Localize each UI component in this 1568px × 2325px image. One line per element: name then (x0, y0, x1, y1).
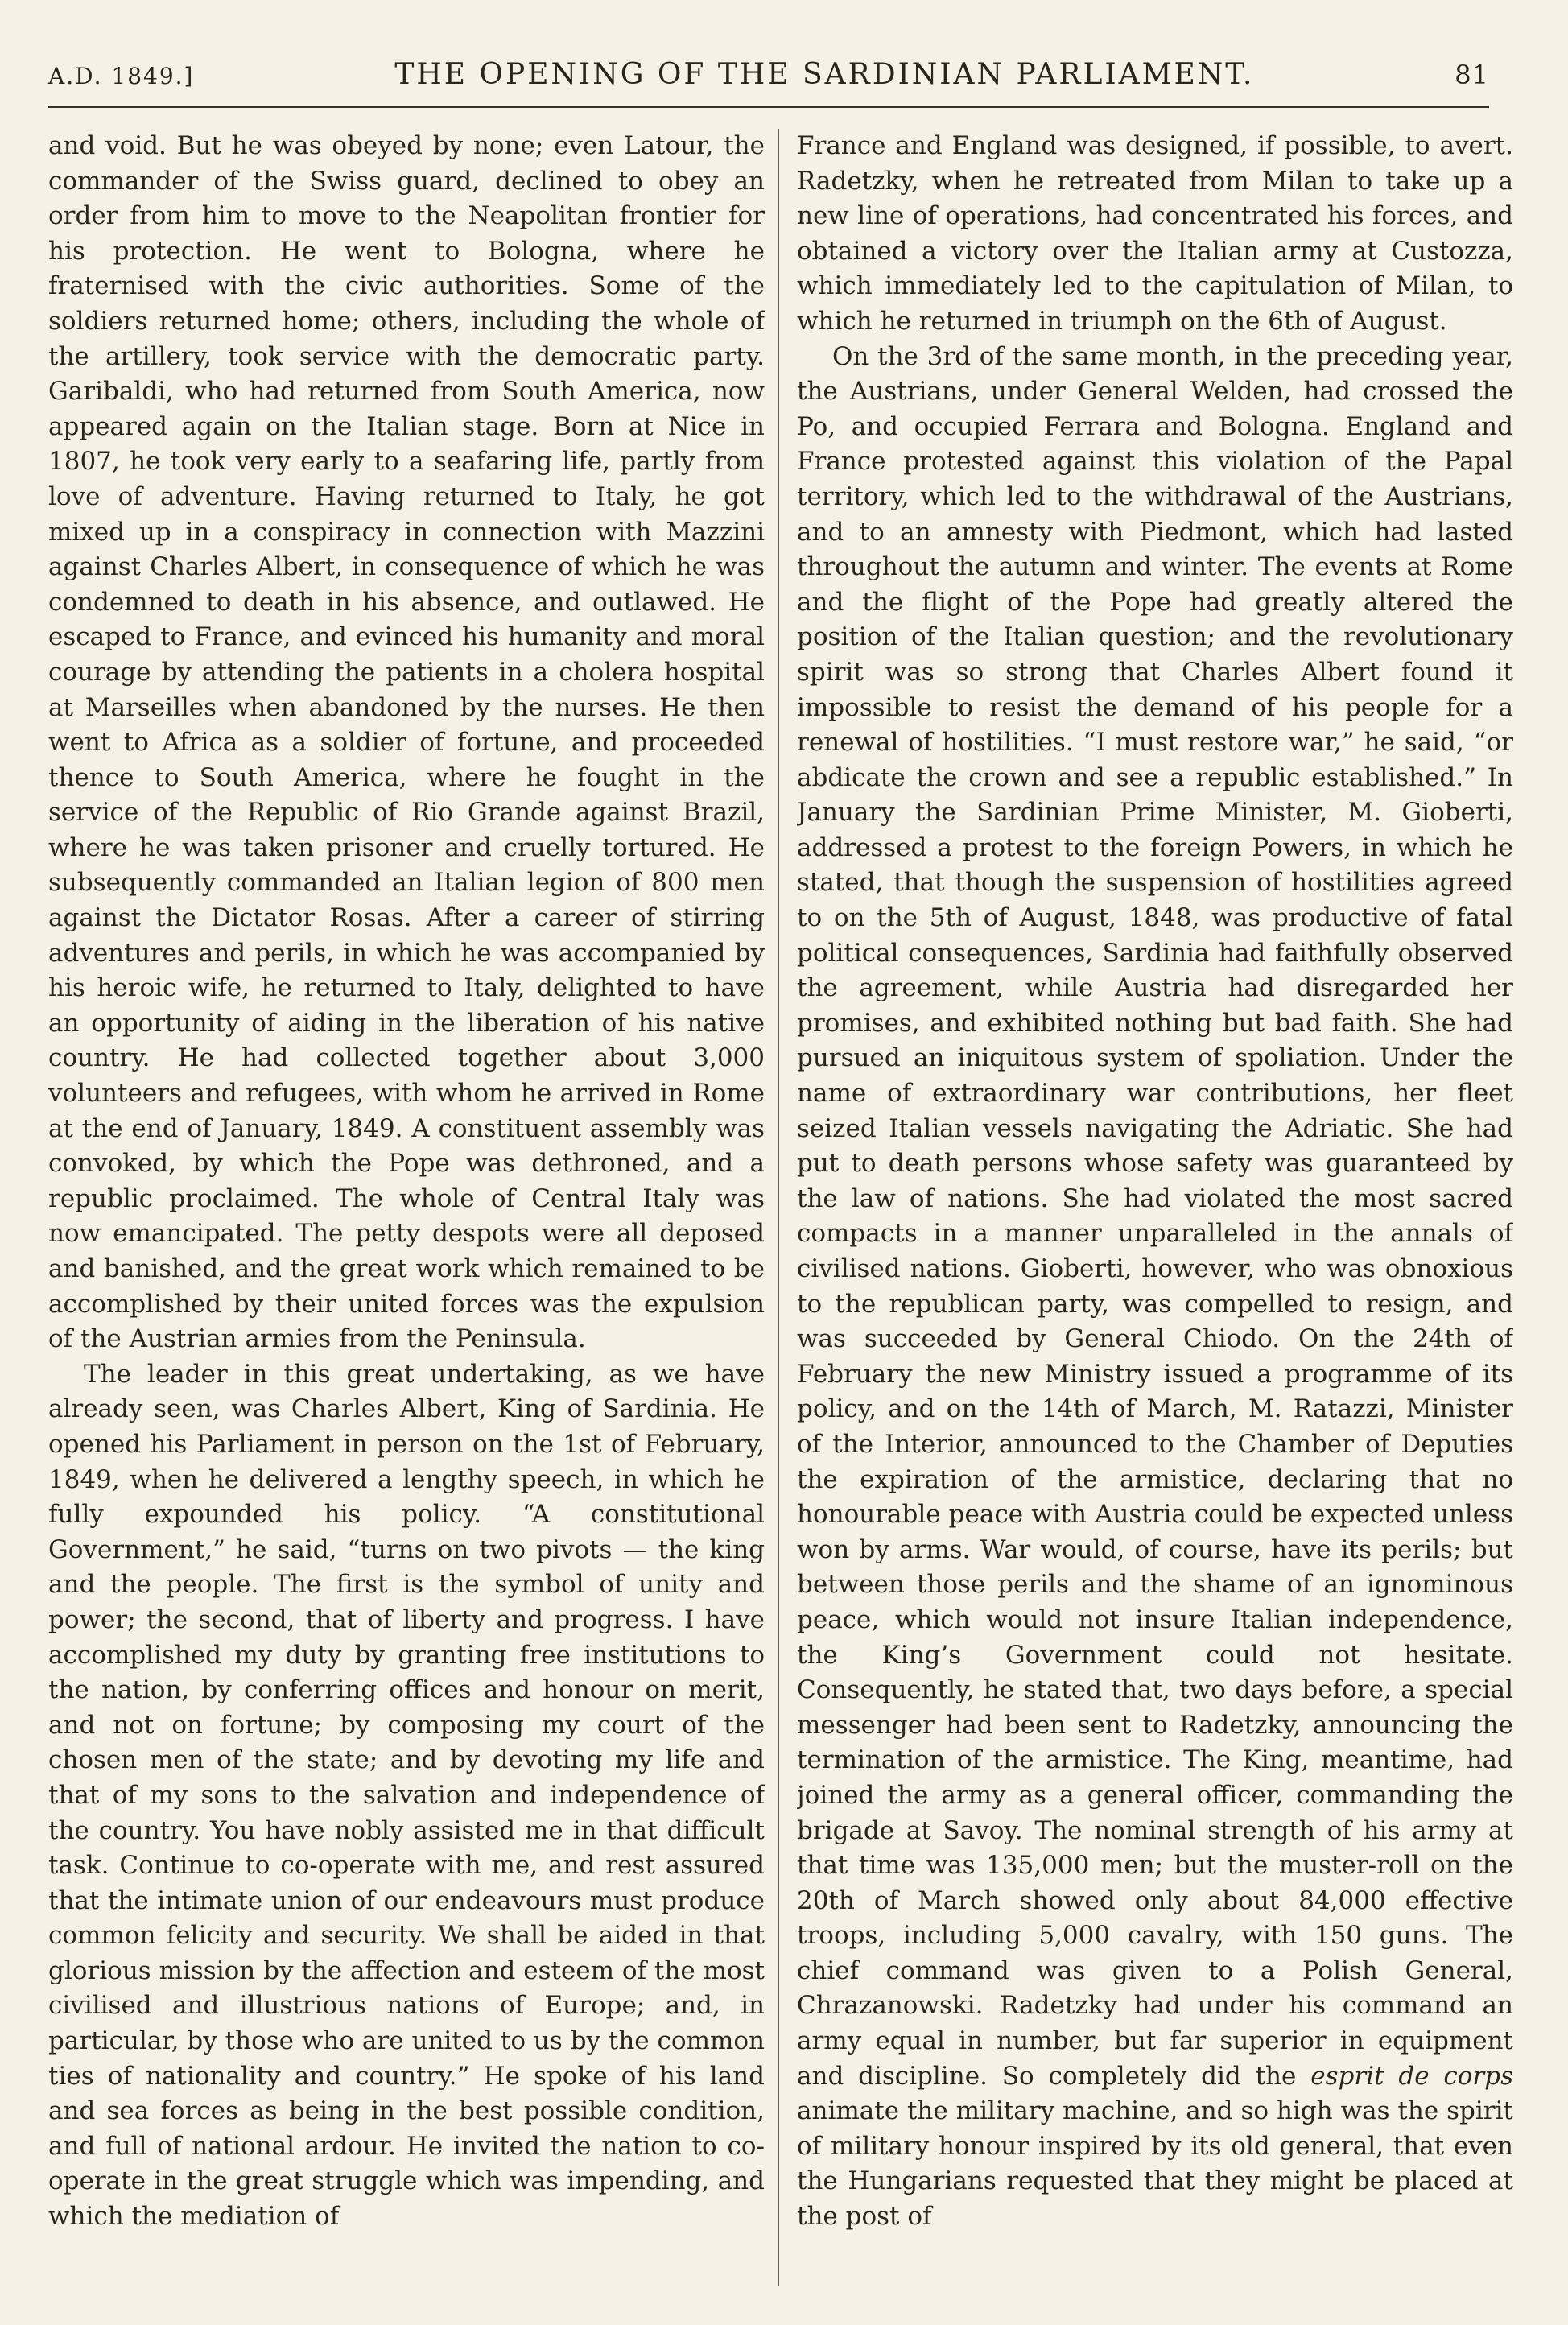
paragraph: The leader in this great undertaking, as we have already seen, was Charles Albert, King of Sardinia. He opened his Parliament in person on the 1st of February, 1849, when he delivered a lengthy speech, in which he fully expounded his policy. “A constitutional Government,” he said, “turns on two pivots — the king and the people. The first is the symbol of unity and power; the second, that of liberty and progress. I have accomplished my duty by granting free institutions to the nation, by conferring offices and honour on merit, and not on fortune; by composing my court of the chosen men of the state; and by devoting my life and that of my sons to the salvation and independence of the country. You have nobly assisted me in that difficult task. Continue to co-operate with me, and rest assured that the intimate union of our endeavours must produce common felicity and security. We shall be aided in that glorious mission by the affection and esteem of the most civilised and illustrious nations of Europe; and, in particular, by those who are united to us by the common ties of nationality and country.” He spoke of his land and sea forces as being in the best possible condition, and full of national ardour. He invited the nation to co-operate in the great struggle which was impending, and which the mediation of (48, 1359, 765, 2232)
italic-phrase: esprit de corps (1310, 2061, 1513, 2091)
page-number: 81 (1455, 60, 1489, 90)
paragraph-text: On the 3rd of the same month, in the preceding year, the Austrians, under General Welden, had crossed the Po, and occupied Ferrara and Bologna. England and France protested against this violation of the Papal territory, which led to the withdrawal of the Austrians, and to an amnesty with Piedmont, which had lasted throughout the autumn and winter. The events at Rome and the flight of the Pope had greatly altered the position of the Italian question; and the revolutionary spirit was so strong that Charles Albert found it impossible to resist the demand of his people for a renewal of hostilities. “I must restore war,” he said, “or abdicate the crown and see a republic established.” In January the Sardinian Prime Minister, M. Gioberti, addressed a protest to the foreign Powers, in which he stated, that though the suspension of hostilities agreed to on the 5th of August, 1848, was productive of fatal political consequences, Sardinia had faithfully observed the agreement, while Austria had disregarded her promises, and exhibited nothing but bad faith. She had pursued an iniquitous system of spoliation. Under the name of extraordinary war contributions, her fleet seized Italian vessels navigating the Adriatic. She had put to death persons whose safety was guaranteed by the law of nations. She had violated the most sacred compacts in a manner unparalleled in the annals of civilised nations. Gioberti, however, who was obnoxious to the republican party, was compelled to resign, and was succeeded by General Chiodo. On the 24th of February the new Ministry issued a programme of its policy, and on the 14th of March, M. Ratazzi, Minister of the Interior, announced to the Chamber of Deputies the expiration of the armistice, declaring that no honourable peace with Austria could be expected unless won by arms. War would, of course, have its perils; but between those perils and the shame of an ignominous peace, which would not insure Italian independence, the King’s Government could not hesitate. Consequently, he stated that, two days before, a special messenger had been sent to Radetzky, announcing the termination of the armistice. The King, meantime, had joined the army as a general officer, commanding the brigade at Savoy. The nominal strength of his army at that time was 135,000 men; but the muster-roll on the 20th of March showed only about 84,000 effective troops, including 5,000 cavalry, with 150 guns. The chief command was given to a Polish General, Chrazanowski. Radetzky had under his command an army equal in number, but far superior in equipment and discipline. So completely did the (797, 341, 1513, 2091)
column-divider (778, 129, 779, 2286)
paragraph: and void. But he was obeyed by none; even Latour, the commander of the Swiss guard, declined to obey an order from him to move to the Neapolitan frontier for his protection. He went to Bologna, where he fraternised with the civic authorities. Some of the soldiers returned home; others, including the whole of the artillery, took service with the democratic party. Garibaldi, who had returned from South America, now appeared again on the Italian stage. Born at Nice in 1807, he took very early to a seafaring life, partly from love of adventure. Having returned to Italy, he got mixed up in a conspiracy in connection with Mazzini against Charles Albert, in consequence of which he was condemned to death in his absence, and outlawed. He escaped to France, and evinced his humanity and moral courage by attending the patients in a cholera hospital at Marseilles when abandoned by the nurses. He then went to Africa as a soldier of fortune, and proceeded thence to South America, where he fought in the service of the Republic of Rio Grande against Brazil, where he was taken prisoner and cruelly tortured. He subsequently commanded an Italian legion of 800 men against the Dictator Rosas. After a career of stirring adventures and perils, in which he was accompanied by his heroic wife, he returned to Italy, delighted to have an opportunity of aiding in the liberation of his native country. He had collected together about 3,000 volunteers and refugees, with whom he arrived in Rome at the end of January, 1849. A constituent assembly was convoked, by which the Pope was dethroned, and a republic proclaimed. The whole of Central Italy was now emancipated. The petty despots were all deposed and banished, and the great work which remained to be accomplished by their united forces was the expulsion of the Austrian armies from the Peninsula. (48, 131, 765, 1354)
paragraph: France and England was designed, if possible, to avert. Radetzky, when he retreated from Milan to take up a new line of operations, had concentrated his forces, and obtained a victory over the Italian army at Custozza, which immediately led to the capitulation of Milan, to which he returned in triumph on the 6th of August. (797, 131, 1513, 336)
running-title: THE OPENING OF THE SARDINIAN PARLIAMENT. (394, 58, 1255, 91)
left-column (48, 129, 765, 2286)
paragraph (797, 340, 1513, 2235)
header-year: A.D. 1849.] (48, 63, 195, 89)
paragraph-text: animate the military machine, and so high was the spirit of military honour inspired by its old general, that even the Hungarians requested that they might be placed at the post of (797, 2096, 1513, 2232)
page-header (48, 58, 1489, 108)
right-column (797, 129, 1513, 2286)
